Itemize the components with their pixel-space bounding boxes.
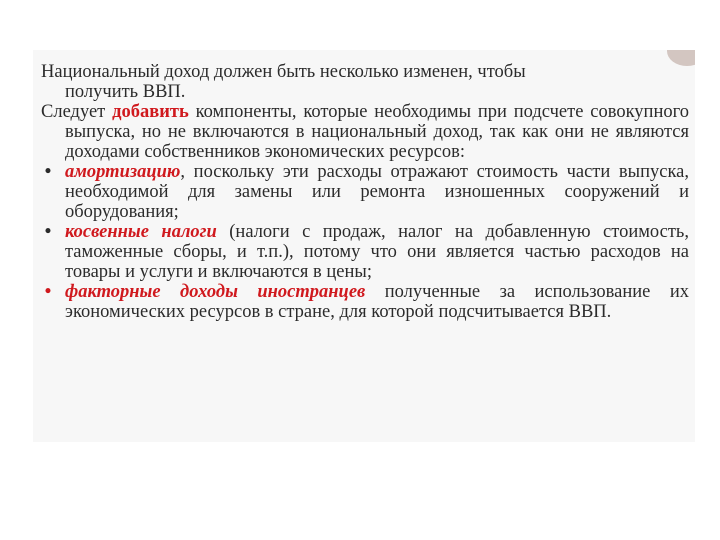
bullet-item-depreciation xyxy=(41,162,689,222)
add-prefix: Следует xyxy=(41,102,113,122)
bullet-icon: • xyxy=(44,222,52,242)
bullet-highlight: факторные доходы иностранцев xyxy=(65,282,366,302)
intro-line-2: получить ВВП. xyxy=(65,82,186,102)
bullet-highlight: амортизацию xyxy=(65,162,181,182)
add-paragraph xyxy=(41,102,689,162)
bullet-item-indirect-taxes xyxy=(41,222,689,282)
bullet-item-foreign-income xyxy=(41,282,689,322)
bullet-icon: • xyxy=(44,162,52,182)
bullet-text: полученные за использование их экономических ресурсов в стране, для которой подсчитывается ВВП. xyxy=(65,282,689,322)
add-suffix: компоненты, которые необходимы при подсчете совокупного выпуска, но не включаются в национальный доход, так как они не являются доходами собственников экономических ресурсов: xyxy=(65,102,689,162)
bullet-text: (налоги с продаж, налог на добавленную стоимость, таможенные сборы, и т.п.), потому что они является частью расходов на товары и услуги и включаются в цены; xyxy=(65,222,689,282)
slide-image xyxy=(33,50,695,442)
bullet-icon: • xyxy=(44,282,52,302)
intro-line-1: Национальный доход должен быть несколько изменен, чтобы xyxy=(41,62,526,82)
bullet-text: , поскольку эти расходы отражают стоимость части выпуска, необходимой для замены или ремонта изношенных сооружений и оборудования; xyxy=(65,162,689,222)
intro-paragraph xyxy=(41,62,689,102)
add-highlight: добавить xyxy=(112,102,189,122)
text-block xyxy=(41,62,689,322)
bullet-highlight: косвенные налоги xyxy=(65,222,217,242)
